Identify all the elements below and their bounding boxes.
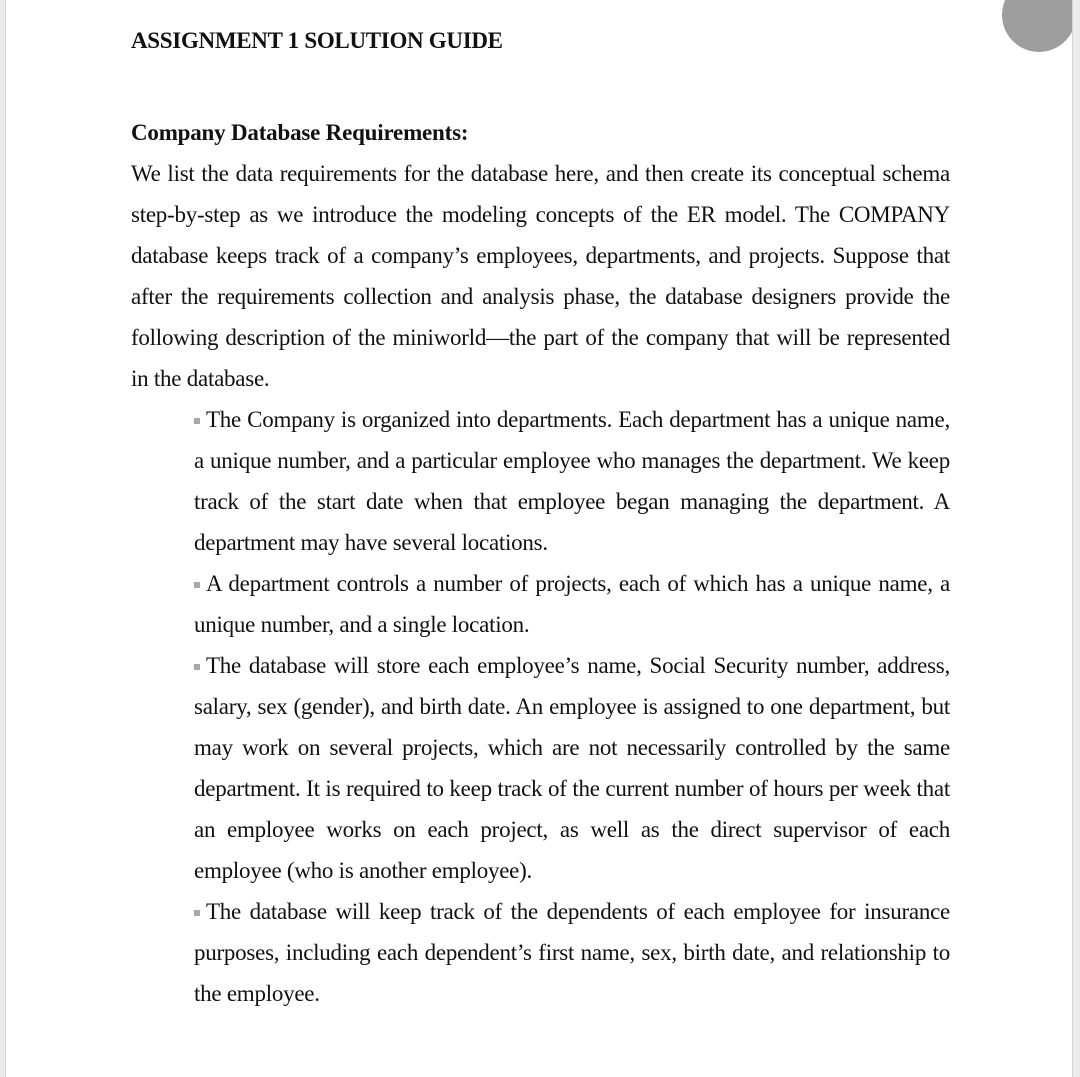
intro-paragraph: We list the data requirements for the database here, and then create its conceptual schema step-by-step as we introduce the modeling concepts of the ER model. The COMPANY database keeps track of a company’s employees, departments, and projects. Suppose that after the requirements collection and analysis phase, the database designers provide the following description of the miniworld—the part of the company that will be represented in the database. bbox=[131, 161, 950, 391]
document-body bbox=[131, 113, 950, 1014]
square-bullet-icon bbox=[194, 910, 200, 916]
square-bullet-icon bbox=[194, 418, 200, 424]
list-item-text: The Company is organized into departments. Each department has a unique name, a unique number, and a particular employee who manages the department. We keep track of the start date when that employee began managing the department. A department may have several locations. bbox=[194, 407, 950, 555]
circle-button-icon[interactable] bbox=[1002, 0, 1073, 52]
square-bullet-icon bbox=[194, 582, 200, 588]
section-heading: Company Database Requirements: bbox=[131, 120, 469, 145]
document-title: ASSIGNMENT 1 SOLUTION GUIDE bbox=[131, 28, 503, 53]
list-item bbox=[194, 399, 950, 563]
document-page bbox=[5, 0, 1073, 1077]
list-item-text: A department controls a number of projects, each of which has a unique name, a unique number, and a single location. bbox=[194, 571, 950, 637]
list-item bbox=[194, 563, 950, 645]
list-item bbox=[194, 891, 950, 1014]
list-item-text: The database will keep track of the dependents of each employee for insurance purposes, including each dependent’s first name, sex, birth date, and relationship to the employee. bbox=[194, 899, 950, 1006]
requirements-list bbox=[131, 399, 950, 1014]
list-item-text: The database will store each employee’s name, Social Security number, address, salary, sex (gender), and birth date. An employee is assigned to one department, but may work on several projects, which are not necessarily controlled by the same department. It is required to keep track of the current number of hours per week that an employee works on each project, as well as the direct supervisor of each employee (who is another employee). bbox=[194, 653, 950, 883]
list-item bbox=[194, 645, 950, 891]
square-bullet-icon bbox=[194, 664, 200, 670]
